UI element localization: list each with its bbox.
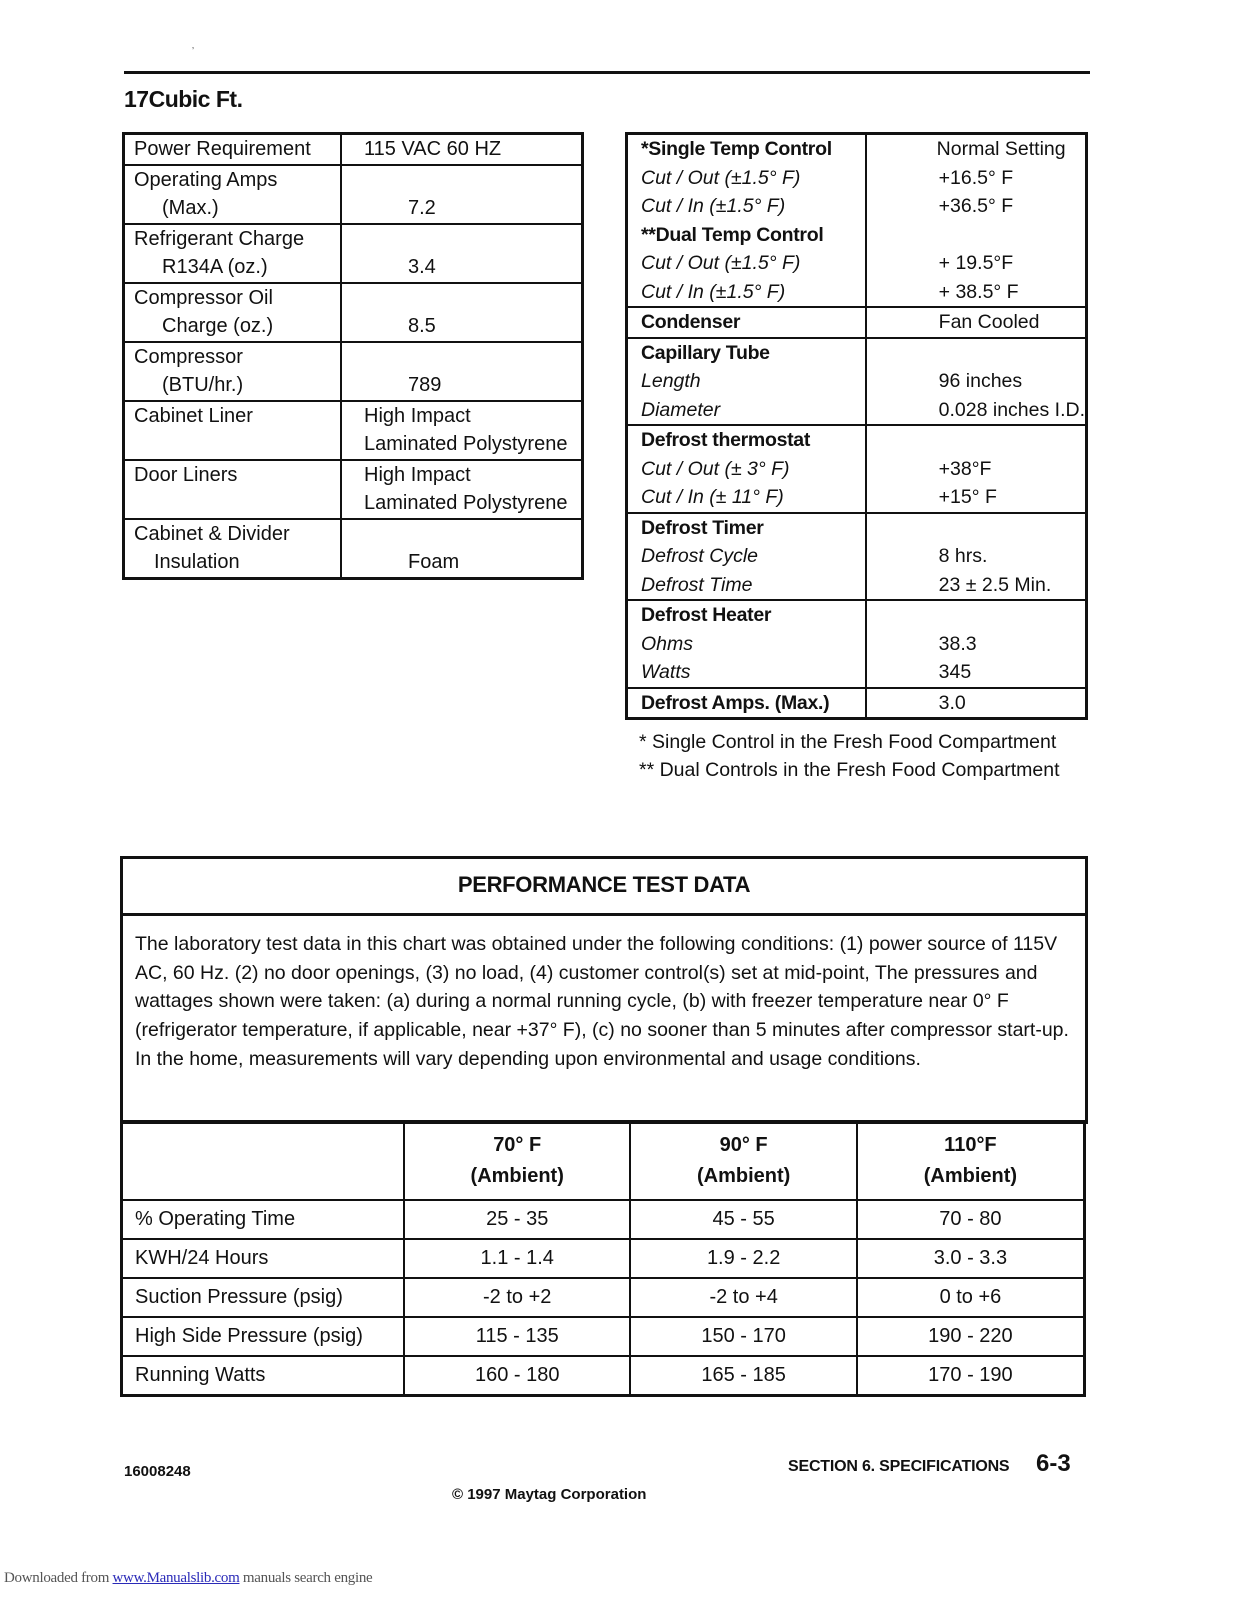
spec-label: (Max.) <box>162 197 219 219</box>
page-number: 6-3 <box>1036 1450 1071 1477</box>
spec-label: Charge (oz.) <box>162 315 274 337</box>
spec-label: (BTU/hr.) <box>162 374 244 396</box>
row-label: Suction Pressure (psig) <box>122 1278 405 1317</box>
spec-value: + 38.5° F <box>938 280 1019 303</box>
table-cell: -2 to +4 <box>630 1278 856 1317</box>
performance-description: The laboratory test data in this chart was obtained under the following conditions: (1) power source of 115V AC, 60 Hz. (2) no door openings, (3) no load, (4) customer control(s) set at mid-point, The pressures and wattages shown were taken: (a) during a normal running cycle, (b) with freezer temperature near 0° F (refrigerator temperature, if applicable, near +37° F), (c) no sooner than 5 minutes after compressor start-up. In the home, measurements will vary depending upon environmental and usage conditions. <box>135 933 1069 1070</box>
spec-label: Cabinet & Divider <box>134 522 290 545</box>
row-label: % Operating Time <box>122 1200 405 1239</box>
spec-value <box>877 221 1085 250</box>
column-header-70 <box>404 1122 630 1201</box>
spec-label: Cut / Out (±1.5° F) <box>641 166 801 189</box>
spec-value: 38.3 <box>938 632 977 655</box>
spec-title: Defrost Timer <box>641 516 764 539</box>
right-spec-table <box>625 132 1088 720</box>
table-cell: 115 - 135 <box>404 1317 630 1356</box>
spec-value: 3.0 <box>938 691 966 714</box>
spec-row-insulation <box>124 519 583 579</box>
spec-value: Foam <box>408 551 460 573</box>
spec-value: +36.5° F <box>938 195 1014 217</box>
header-blank-cell <box>122 1122 405 1201</box>
spec-label: Power Requirement <box>134 138 311 160</box>
spec-label: Operating Amps <box>134 168 278 191</box>
performance-title: PERFORMANCE TEST DATA <box>457 872 751 897</box>
spec-row-defrost-heater <box>627 600 1087 688</box>
row-label: Running Watts <box>122 1356 405 1396</box>
spec-value: 96 inches <box>938 370 1023 392</box>
table-cell: 150 - 170 <box>630 1317 856 1356</box>
spec-value: High Impact <box>364 463 471 486</box>
spec-value <box>364 166 581 195</box>
spec-label: Insulation <box>154 551 240 573</box>
table-cell: 70 - 80 <box>857 1200 1085 1239</box>
spec-value: 8.5 <box>408 315 436 337</box>
footnote-dual: ** Dual Controls in the Fresh Food Compartment <box>639 759 1060 781</box>
table-cell: 1.1 - 1.4 <box>404 1239 630 1278</box>
spec-label: R134A (oz.) <box>162 256 268 278</box>
spec-value <box>364 520 581 549</box>
table-cell: 45 - 55 <box>630 1200 856 1239</box>
spec-value: +15° F <box>938 486 997 508</box>
table-cell: 0 to +6 <box>857 1278 1085 1317</box>
spec-label: Cut / Out (±1.5° F) <box>641 252 801 274</box>
spec-value: Laminated Polystyrene <box>364 433 568 455</box>
download-notice <box>4 1570 372 1587</box>
corner-mark: ‚ <box>192 40 194 50</box>
column-header-90 <box>630 1122 856 1201</box>
performance-table <box>120 1120 1086 1397</box>
section-label: SECTION 6. SPECIFICATIONS <box>788 1458 1010 1475</box>
spec-label: Cut / In (± 11° F) <box>641 486 784 508</box>
table-row <box>122 1317 1085 1356</box>
spec-value: 7.2 <box>408 197 436 219</box>
page-heading: 17Cubic Ft. <box>124 86 243 112</box>
table-cell: 3.0 - 3.3 <box>857 1239 1085 1278</box>
spec-value <box>877 426 1085 455</box>
manualslib-link[interactable]: www.Manualslib.com <box>112 1570 240 1586</box>
spec-value: 3.4 <box>408 256 436 278</box>
spec-row-door-liners <box>124 460 583 519</box>
table-row <box>122 1356 1085 1396</box>
spec-value <box>364 284 581 313</box>
table-cell: 170 - 190 <box>857 1356 1085 1396</box>
column-temp: 90° F <box>719 1134 768 1156</box>
left-spec-table <box>122 132 584 580</box>
spec-row-condenser <box>627 307 1087 338</box>
spec-row-defrost-amps <box>627 688 1087 719</box>
spec-value: + 19.5°F <box>938 252 1014 274</box>
spec-value: 115 VAC 60 HZ <box>364 138 502 160</box>
table-cell: -2 to +2 <box>404 1278 630 1317</box>
spec-value: 345 <box>938 661 972 683</box>
download-prefix: Downloaded from <box>4 1570 113 1586</box>
performance-header-row <box>122 1122 1085 1201</box>
column-temp: 110°F <box>944 1134 997 1156</box>
document-number: 16008248 <box>124 1463 191 1480</box>
spec-title: *Single Temp Control <box>641 138 832 160</box>
spec-value: +38°F <box>938 457 992 480</box>
table-row <box>122 1239 1085 1278</box>
spec-value: Normal Setting <box>936 138 1066 160</box>
spec-row-operating-amps <box>124 165 583 224</box>
download-suffix: manuals search engine <box>239 1570 373 1586</box>
spec-label: Ohms <box>641 632 694 655</box>
spec-value <box>877 514 1085 543</box>
spec-value: 0.028 inches I.D. <box>938 398 1085 421</box>
spec-label: Cut / In (±1.5° F) <box>641 280 786 303</box>
spec-value: High Impact <box>364 404 471 427</box>
spec-label: Door Liners <box>134 463 238 486</box>
column-note: (Ambient) <box>696 1165 791 1187</box>
spec-value: +16.5° F <box>938 166 1014 189</box>
table-cell: 160 - 180 <box>404 1356 630 1396</box>
column-note: (Ambient) <box>470 1165 564 1187</box>
footnote-single: * Single Control in the Fresh Food Compartment <box>639 731 1057 753</box>
top-rule <box>124 71 1090 74</box>
column-temp: 70° F <box>493 1134 542 1156</box>
spec-value: Fan Cooled <box>938 311 1040 333</box>
spec-value <box>877 339 1085 368</box>
spec-row-compressor <box>124 342 583 401</box>
column-header-110 <box>857 1122 1085 1201</box>
spec-value: 789 <box>408 374 442 396</box>
table-row <box>122 1200 1085 1239</box>
spec-label: Watts <box>641 661 691 683</box>
spec-value: Laminated Polystyrene <box>364 492 568 514</box>
row-label: KWH/24 Hours <box>122 1239 405 1278</box>
table-cell: 1.9 - 2.2 <box>630 1239 856 1278</box>
table-cell: 165 - 185 <box>630 1356 856 1396</box>
spec-row-defrost-timer <box>627 513 1087 601</box>
spec-label <box>134 430 340 459</box>
spec-label: Defrost Cycle <box>641 545 759 567</box>
spec-row-defrost-thermostat <box>627 425 1087 513</box>
spec-row-capillary <box>627 338 1087 426</box>
spec-title: Defrost thermostat <box>641 429 811 451</box>
spec-label: Length <box>641 370 701 392</box>
spec-title: Defrost Heater <box>641 604 772 626</box>
spec-label: Compressor <box>134 345 243 368</box>
spec-title: **Dual Temp Control <box>641 223 824 246</box>
spec-label: Diameter <box>641 398 721 421</box>
spec-label: Cabinet Liner <box>134 404 253 427</box>
table-row <box>122 1278 1085 1317</box>
column-note: (Ambient) <box>923 1165 1018 1187</box>
spec-value: 23 ± 2.5 Min. <box>938 573 1052 596</box>
spec-value <box>364 343 581 372</box>
performance-title-rule <box>120 913 1088 916</box>
spec-label: Cut / Out (± 3° F) <box>641 457 790 480</box>
spec-value <box>364 225 581 254</box>
spec-row-compressor-oil <box>124 283 583 342</box>
table-cell: 190 - 220 <box>857 1317 1085 1356</box>
spec-label <box>134 489 340 518</box>
spec-row-power <box>124 134 583 165</box>
spec-title: Condenser <box>641 311 741 333</box>
spec-label: Defrost Time <box>641 573 753 596</box>
spec-row-refrigerant <box>124 224 583 283</box>
spec-label: Refrigerant Charge <box>134 227 305 250</box>
spec-label: Cut / In (±1.5° F) <box>641 195 786 217</box>
spec-label: Compressor Oil <box>134 286 273 309</box>
copyright: © 1997 Maytag Corporation <box>452 1486 647 1503</box>
spec-title: Defrost Amps. (Max.) <box>641 691 830 714</box>
row-label: High Side Pressure (psig) <box>122 1317 405 1356</box>
spec-value <box>877 601 1085 630</box>
spec-row-cabinet-liner <box>124 401 583 460</box>
spec-title: Capillary Tube <box>641 341 770 364</box>
spec-row-temp-control <box>627 134 1087 308</box>
table-cell: 25 - 35 <box>404 1200 630 1239</box>
spec-value: 8 hrs. <box>938 545 988 567</box>
